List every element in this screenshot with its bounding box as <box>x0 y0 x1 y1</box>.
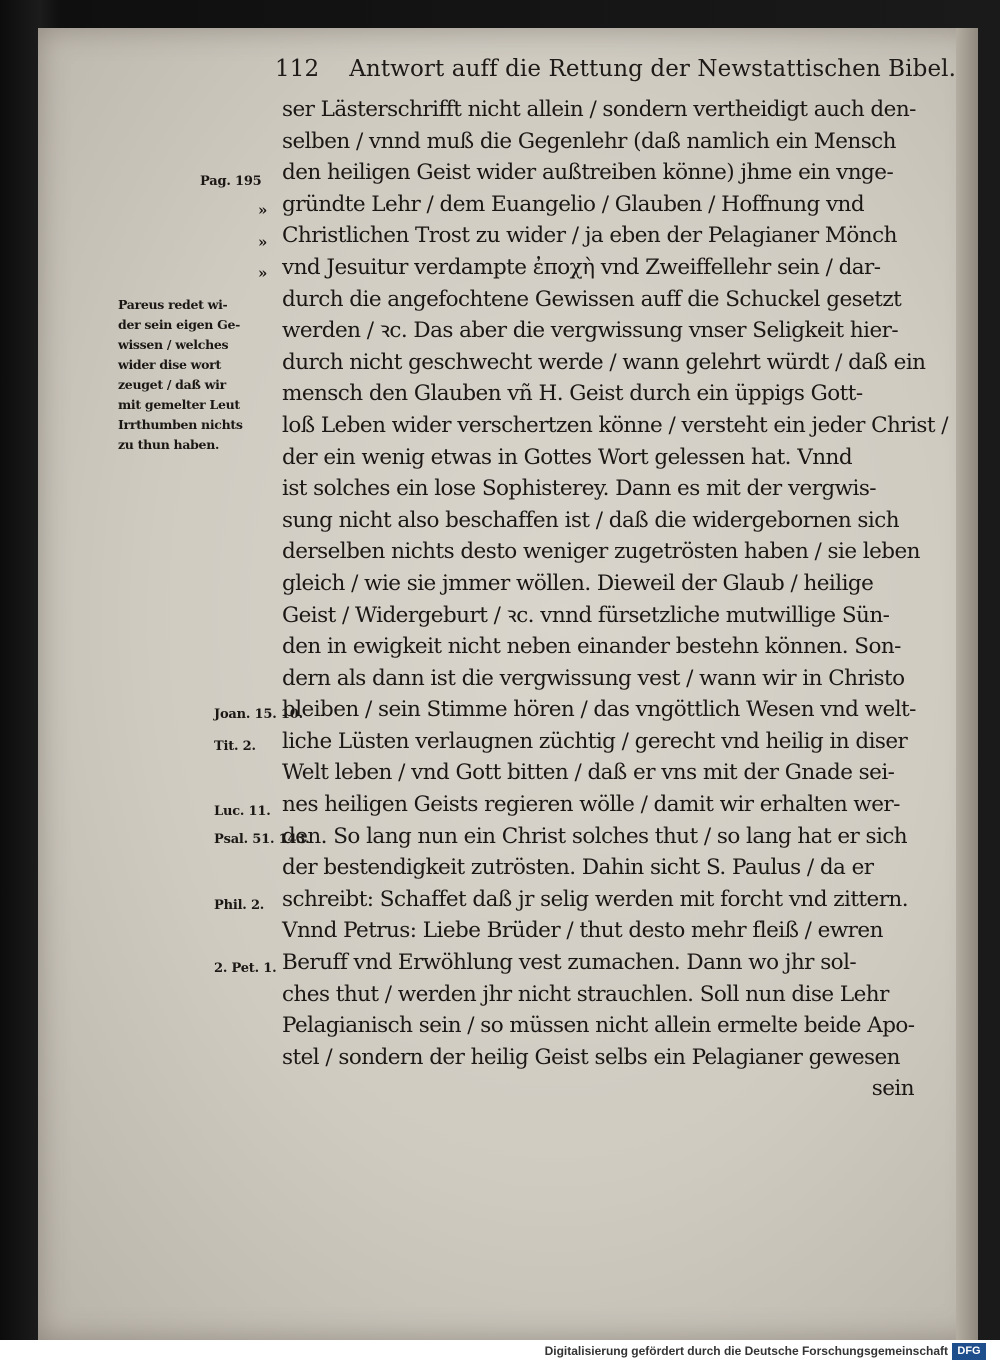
margin-ref-pet: 2. Pet. 1. <box>214 961 277 976</box>
text-line: durch nicht geschwecht werde / wann gelehrt würdt / daß ein <box>282 349 926 375</box>
text-line: nes heiligen Geists regieren wölle / damit wir erhalten wer- <box>282 792 900 818</box>
marginal-line: Irrthumben nichts <box>118 417 243 432</box>
text-line: ist solches ein lose Sophisterey. Dann es mit der vergwis- <box>282 476 877 502</box>
text-line: Christlichen Trost zu wider / ja eben der Pelagianer Mönch <box>282 223 897 249</box>
footer-credit: Digitalisierung gefördert durch die Deutsche Forschungsgemeinschaft <box>544 1344 948 1358</box>
dfg-logo: DFG <box>952 1343 986 1360</box>
text-line: durch die angefochtene Gewissen auff die Schuckel gesetzt <box>282 286 902 312</box>
text-line: werden / ꝛc. Das aber die vergwissung vnser Seligkeit hier- <box>282 318 899 344</box>
text-line: vnd Jesuitur verdampte ἐποχὴ vnd Zweiffellehr sein / dar- <box>282 254 881 280</box>
footer-bar <box>0 1340 1000 1364</box>
quote-mark: » <box>258 264 268 282</box>
marginal-line: wissen / welches <box>118 337 229 352</box>
text-line: bleiben / sein Stimme hören / das vngöttlich Wesen vnd welt- <box>282 697 916 723</box>
running-title: Antwort auff die Rettung der Newstattischen Bibel. <box>349 56 957 82</box>
margin-ref-luc: Luc. 11. <box>214 804 271 819</box>
text-line: selben / vnnd muß die Gegenlehr (daß namlich ein Mensch <box>282 128 896 154</box>
text-line: mensch den Glauben vñ H. Geist durch ein üppigs Gott- <box>282 381 863 407</box>
text-line: Vnnd Petrus: Liebe Brüder / thut desto mehr fleiß / ewren <box>282 918 883 944</box>
text-line: Geist / Widergeburt / ꝛc. vnnd fürsetzliche mutwillige Sün- <box>282 602 890 628</box>
main-text-block <box>282 94 948 1105</box>
text-line: Welt leben / vnd Gott bitten / daß er vns mit der Gnade sei- <box>282 760 895 786</box>
margin-ref-tit: Tit. 2. <box>214 739 256 754</box>
marginal-line: zu thun haben. <box>118 437 220 452</box>
text-line: der ein wenig etwas in Gottes Wort gelessen hat. Vnnd <box>282 444 853 470</box>
text-line: den. So lang nun ein Christ solches thut / so lang hat er sich <box>282 823 908 849</box>
margin-ref-pag: Pag. 195 <box>200 174 262 189</box>
quote-mark: » <box>258 201 268 219</box>
text-line: den heiligen Geist wider außtreiben könne) jhme ein vnge- <box>282 160 894 186</box>
marginal-note <box>118 295 283 455</box>
text-line: ser Lästerschrifft nicht allein / sondern vertheidigt auch den- <box>282 97 916 122</box>
marginal-line: Pareus redet wi- <box>118 297 228 312</box>
text-line: dern als dann ist die vergwissung vest / wann wir in Christo <box>282 665 905 691</box>
text-line: gleich / wie sie jmmer wöllen. Dieweil der Glaub / heilige <box>282 570 874 596</box>
text-line: schreibt: Schaffet daß jr selig werden mit forcht vnd zittern. <box>282 886 908 912</box>
text-line: den in ewigkeit nicht neben einander bestehn können. Son- <box>282 634 901 660</box>
text-line: derselben nichts desto weniger zugetrösten haben / sie leben <box>282 539 920 565</box>
text-line: Beruff vnd Erwöhlung vest zumachen. Dann wo jhr sol- <box>282 950 857 976</box>
marginal-line: der sein eigen Ge- <box>118 317 241 332</box>
text-line: sung nicht also beschaffen ist / daß die widergebornen sich <box>282 507 900 533</box>
margin-ref-psal: Psal. 51. 143. <box>214 832 310 847</box>
text-line: gründte Lehr / dem Euangelio / Glauben / Hoffnung vnd <box>282 191 865 217</box>
text-line: loß Leben wider verschertzen könne / versteht ein jeder Christ / <box>282 412 948 438</box>
margin-ref-phil: Phil. 2. <box>214 898 265 913</box>
text-line: stel / sondern der heilig Geist selbs ein Pelagianer gewesen <box>282 1044 900 1070</box>
page-edge <box>956 28 978 1340</box>
marginal-line: zeuget / daß wir <box>118 377 226 392</box>
margin-ref-joan: Joan. 15. 10. <box>214 707 303 722</box>
running-head <box>275 56 957 90</box>
text-line: ches thut / werden jhr nicht strauchlen. Soll nun dise Lehr <box>282 981 889 1007</box>
marginal-line: mit gemelter Leut <box>118 397 240 412</box>
marginal-line: wider dise wort <box>118 357 221 372</box>
page-number: 112 <box>275 56 320 82</box>
text-line: Pelagianisch sein / so müssen nicht allein ermelte beide Apo- <box>282 1013 915 1039</box>
catchword: sein <box>871 1076 914 1102</box>
text-line: liche Lüsten verlaugnen züchtig / gerecht vnd heilig in diser <box>282 728 908 754</box>
quote-mark: » <box>258 233 268 251</box>
text-line: der bestendigkeit zutrösten. Dahin sicht S. Paulus / da er <box>282 855 874 881</box>
